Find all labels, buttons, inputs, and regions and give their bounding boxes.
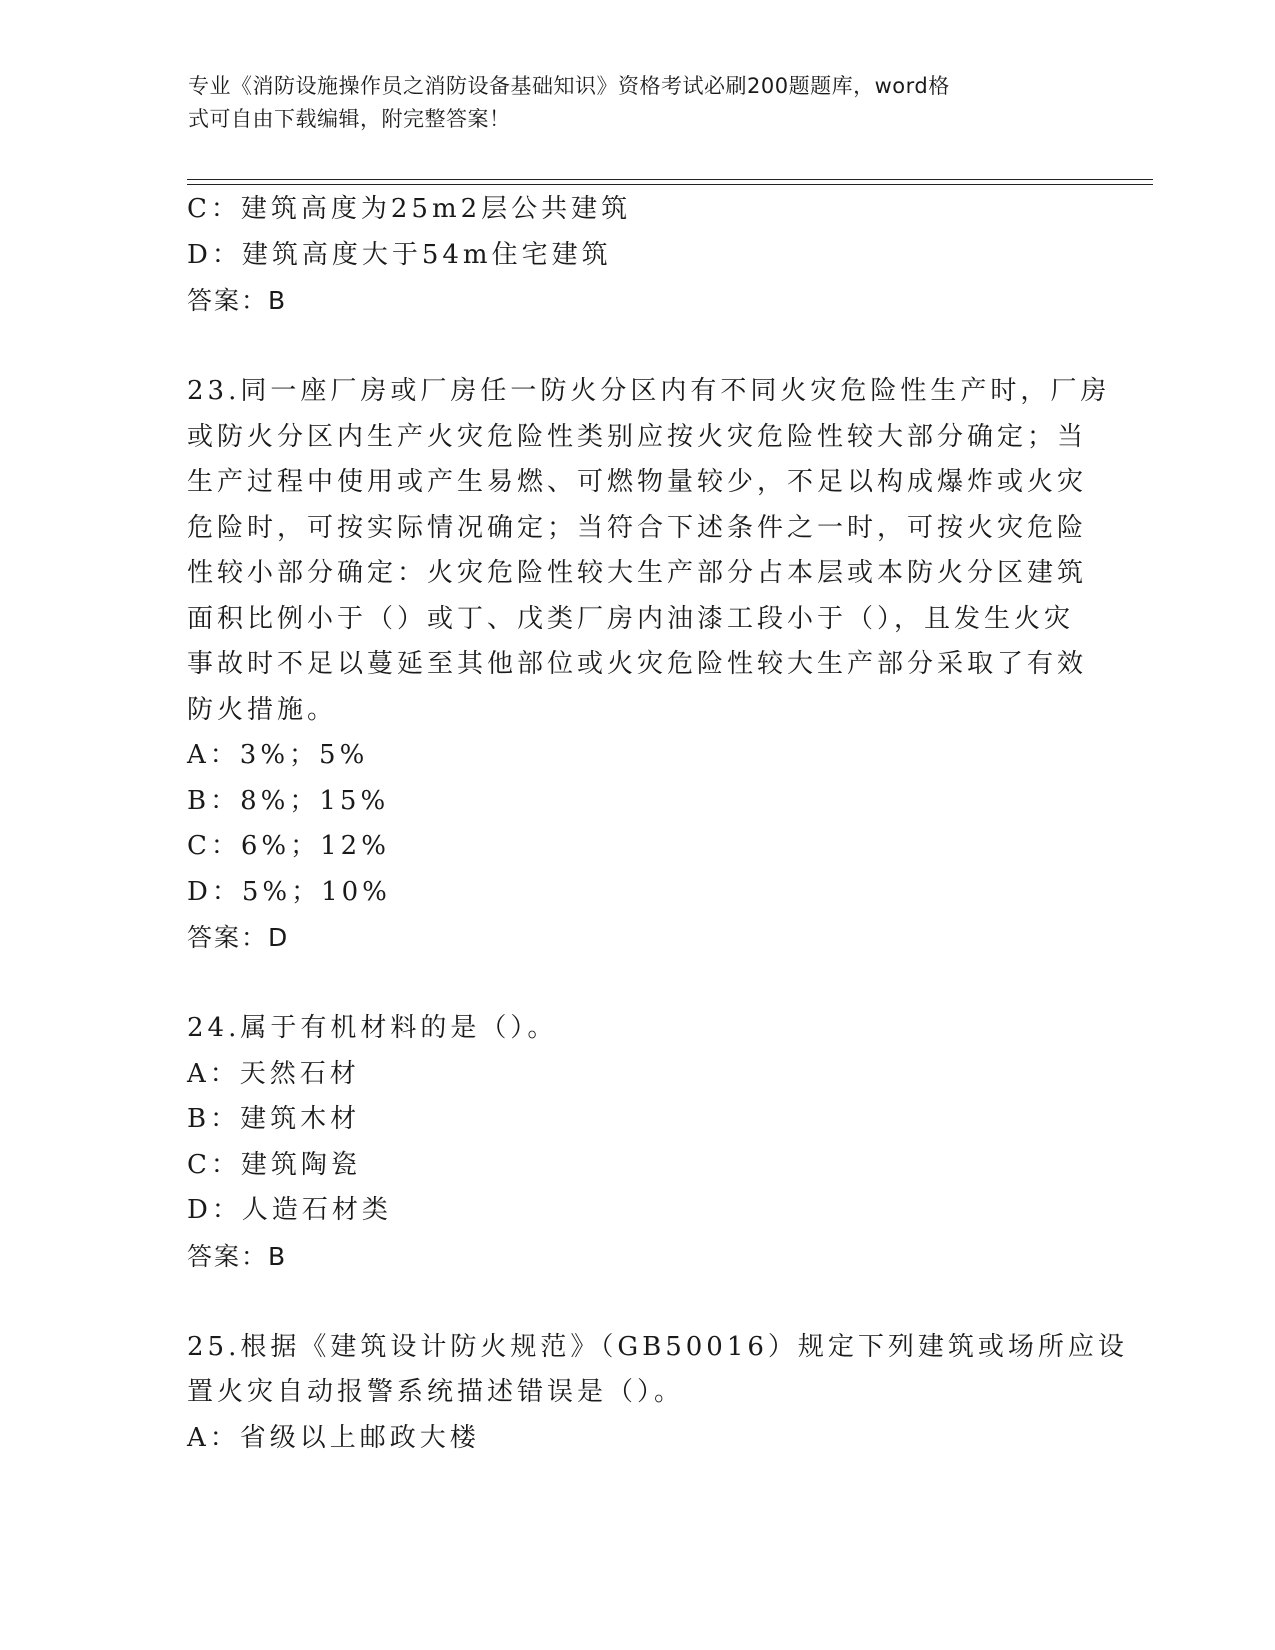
question-stem-line: 25.根据《建筑设计防火规范》（GB50016）规定下列建筑或场所应设 [187, 1331, 1128, 1362]
answer-label: 答案： [187, 1241, 269, 1271]
answer-label: 答案： [187, 923, 269, 952]
answer-line [187, 915, 1087, 961]
question-stem-line: 23.同一座厂房或厂房任一防火分区内有不同火灾危险性生产时，厂房 [187, 376, 1111, 406]
option-c: C：6%；12% [187, 831, 390, 861]
option-c: C：建筑高度为25m2层公共建筑 [187, 194, 632, 224]
question-stem-line: 或防火分区内生产火灾危险性类别应按火灾危险性较大部分确定；当 [187, 421, 1088, 452]
question-stem-line: 防火措施。 [187, 694, 338, 725]
question-stem-line: 事故时不足以蔓延至其他部位或火灾危险性较大生产部分采取了有效 [187, 649, 1088, 679]
question-stem-line: 24.属于有机材料的是（）。 [187, 1013, 558, 1043]
option-a: A：省级以上邮政大楼 [187, 1422, 480, 1453]
option-d: D：建筑高度大于54m住宅建筑 [187, 239, 612, 270]
answer-line [187, 278, 1087, 324]
spacer [187, 1279, 1087, 1325]
option-d: D：人造石材类 [187, 1195, 392, 1225]
option-d: D：5%；10% [187, 876, 391, 907]
question-25 [187, 1325, 1128, 1462]
question-24 [187, 1006, 1087, 1279]
option-a: A：天然石材 [187, 1058, 360, 1089]
header-line-1: 专业《消防设施操作员之消防设备基础知识》资格考试必刷200题题库，word格 [188, 74, 950, 98]
question-stem-line: 面积比例小于（）或丁、戊类厂房内油漆工段小于（），且发生火灾 [187, 603, 1075, 634]
question-23 [187, 369, 1111, 961]
option-b: B：8%；15% [187, 785, 390, 816]
question-stem-line: 性较小部分确定：火灾危险性较大生产部分占本层或本防火分区建筑 [187, 558, 1088, 588]
question-stem-line: 危险时，可按实际情况确定；当符合下述条件之一时，可按火灾危险 [187, 512, 1088, 543]
option-b: B：建筑木材 [187, 1104, 361, 1134]
answer-label: 答案： [187, 286, 269, 315]
question-22 [187, 187, 1087, 324]
spacer [187, 324, 1087, 370]
spacer [187, 961, 1087, 1007]
answer-value: B [268, 286, 288, 315]
document-header [188, 70, 1088, 136]
header-line-2: 式可自由下载编辑，附完整答案！ [188, 107, 511, 131]
option-a: A：3%；5% [187, 740, 369, 770]
document-body [187, 187, 1128, 1461]
answer-value: B [268, 1241, 288, 1271]
header-divider-top [187, 179, 1153, 180]
question-stem-line: 生产过程中使用或产生易燃、可燃物量较少，不足以构成爆炸或火灾 [187, 467, 1088, 497]
answer-line [187, 1234, 1087, 1280]
header-divider-bottom [187, 184, 1153, 185]
answer-value: D [268, 923, 290, 952]
question-stem-line: 置火灾自动报警系统描述错误是（）。 [187, 1377, 685, 1407]
option-c: C：建筑陶瓷 [187, 1149, 361, 1180]
